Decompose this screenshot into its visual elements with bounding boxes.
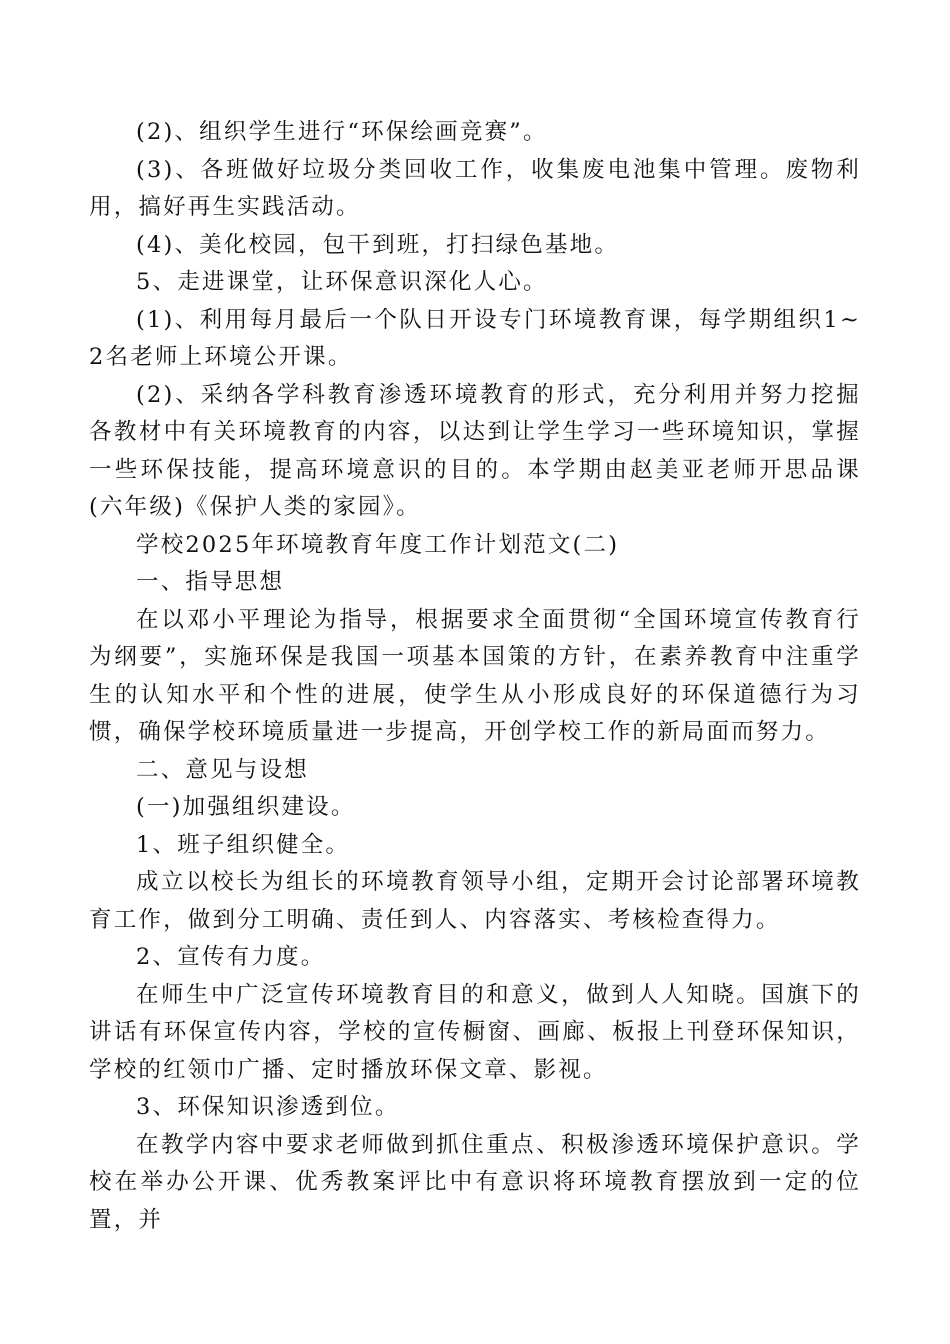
subsection-heading: (一)加强组织建设。 — [136, 794, 356, 820]
paragraph: 在师生中广泛宣传环境教育目的和意义，做到人人知晓。国旗下的讲话有环保宣传内容，学校的宣传橱窗、画廊、板报上刊登环保知识，学校的红领巾广播、定时播放环保文章、影视。 — [89, 981, 861, 1083]
section-heading: 一、指导思想 — [136, 569, 285, 595]
paragraph: (2)、组织学生进行“环保绘画竞赛”。 — [136, 119, 548, 145]
item-heading: 2、宣传有力度。 — [136, 944, 326, 970]
section-title: 学校2025年环境教育年度工作计划范文(二) — [136, 531, 620, 558]
paragraph: 在以邓小平理论为指导，根据要求全面贯彻“全国环境宣传教育行为纲要”，实施环保是我国一项基本国策的方针，在素养教育中注重学生的认知水平和个性的进展，使学生从小形成良好的环保道德行为习惯，确保学校环境质量进一步提高，开创学校工作的新局面而努力。 — [89, 606, 861, 745]
paragraph: (4)、美化校园，包干到班，打扫绿色基地。 — [136, 231, 620, 258]
paragraph: (1)、利用每月最后一个队日开设专门环境教育课，每学期组织1~2名老师上环境公开课。 — [89, 306, 861, 370]
paragraph: (2)、采纳各学科教育渗透环境教育的形式，充分利用并努力挖掘各教材中有关环境教育的内容，以达到让学生学习一些环境知识，掌握一些环保技能，提高环境意识的目的。本学期由赵美亚老师开思品课(六年级)《保护人类的家园》。 — [89, 381, 861, 520]
paragraph: 成立以校长为组长的环境教育领导小组，定期开会讨论部署环境教育工作，做到分工明确、责任到人、内容落实、考核检查得力。 — [89, 869, 861, 933]
paragraph: 5、走进课堂，让环保意识深化人心。 — [136, 269, 548, 295]
paragraph: 在教学内容中要求老师做到抓住重点、积极渗透环境保护意识。学校在举办公开课、优秀教案评比中有意识将环境教育摆放到一定的位置，并 — [89, 1131, 861, 1233]
paragraph: (3)、各班做好垃圾分类回收工作，收集废电池集中管理。废物利用，搞好再生实践活动。 — [89, 156, 861, 220]
item-heading: 3、环保知识渗透到位。 — [136, 1094, 400, 1120]
section-heading: 二、意见与设想 — [136, 756, 309, 783]
item-heading: 1、班子组织健全。 — [136, 831, 351, 858]
document-body — [89, 114, 861, 1239]
